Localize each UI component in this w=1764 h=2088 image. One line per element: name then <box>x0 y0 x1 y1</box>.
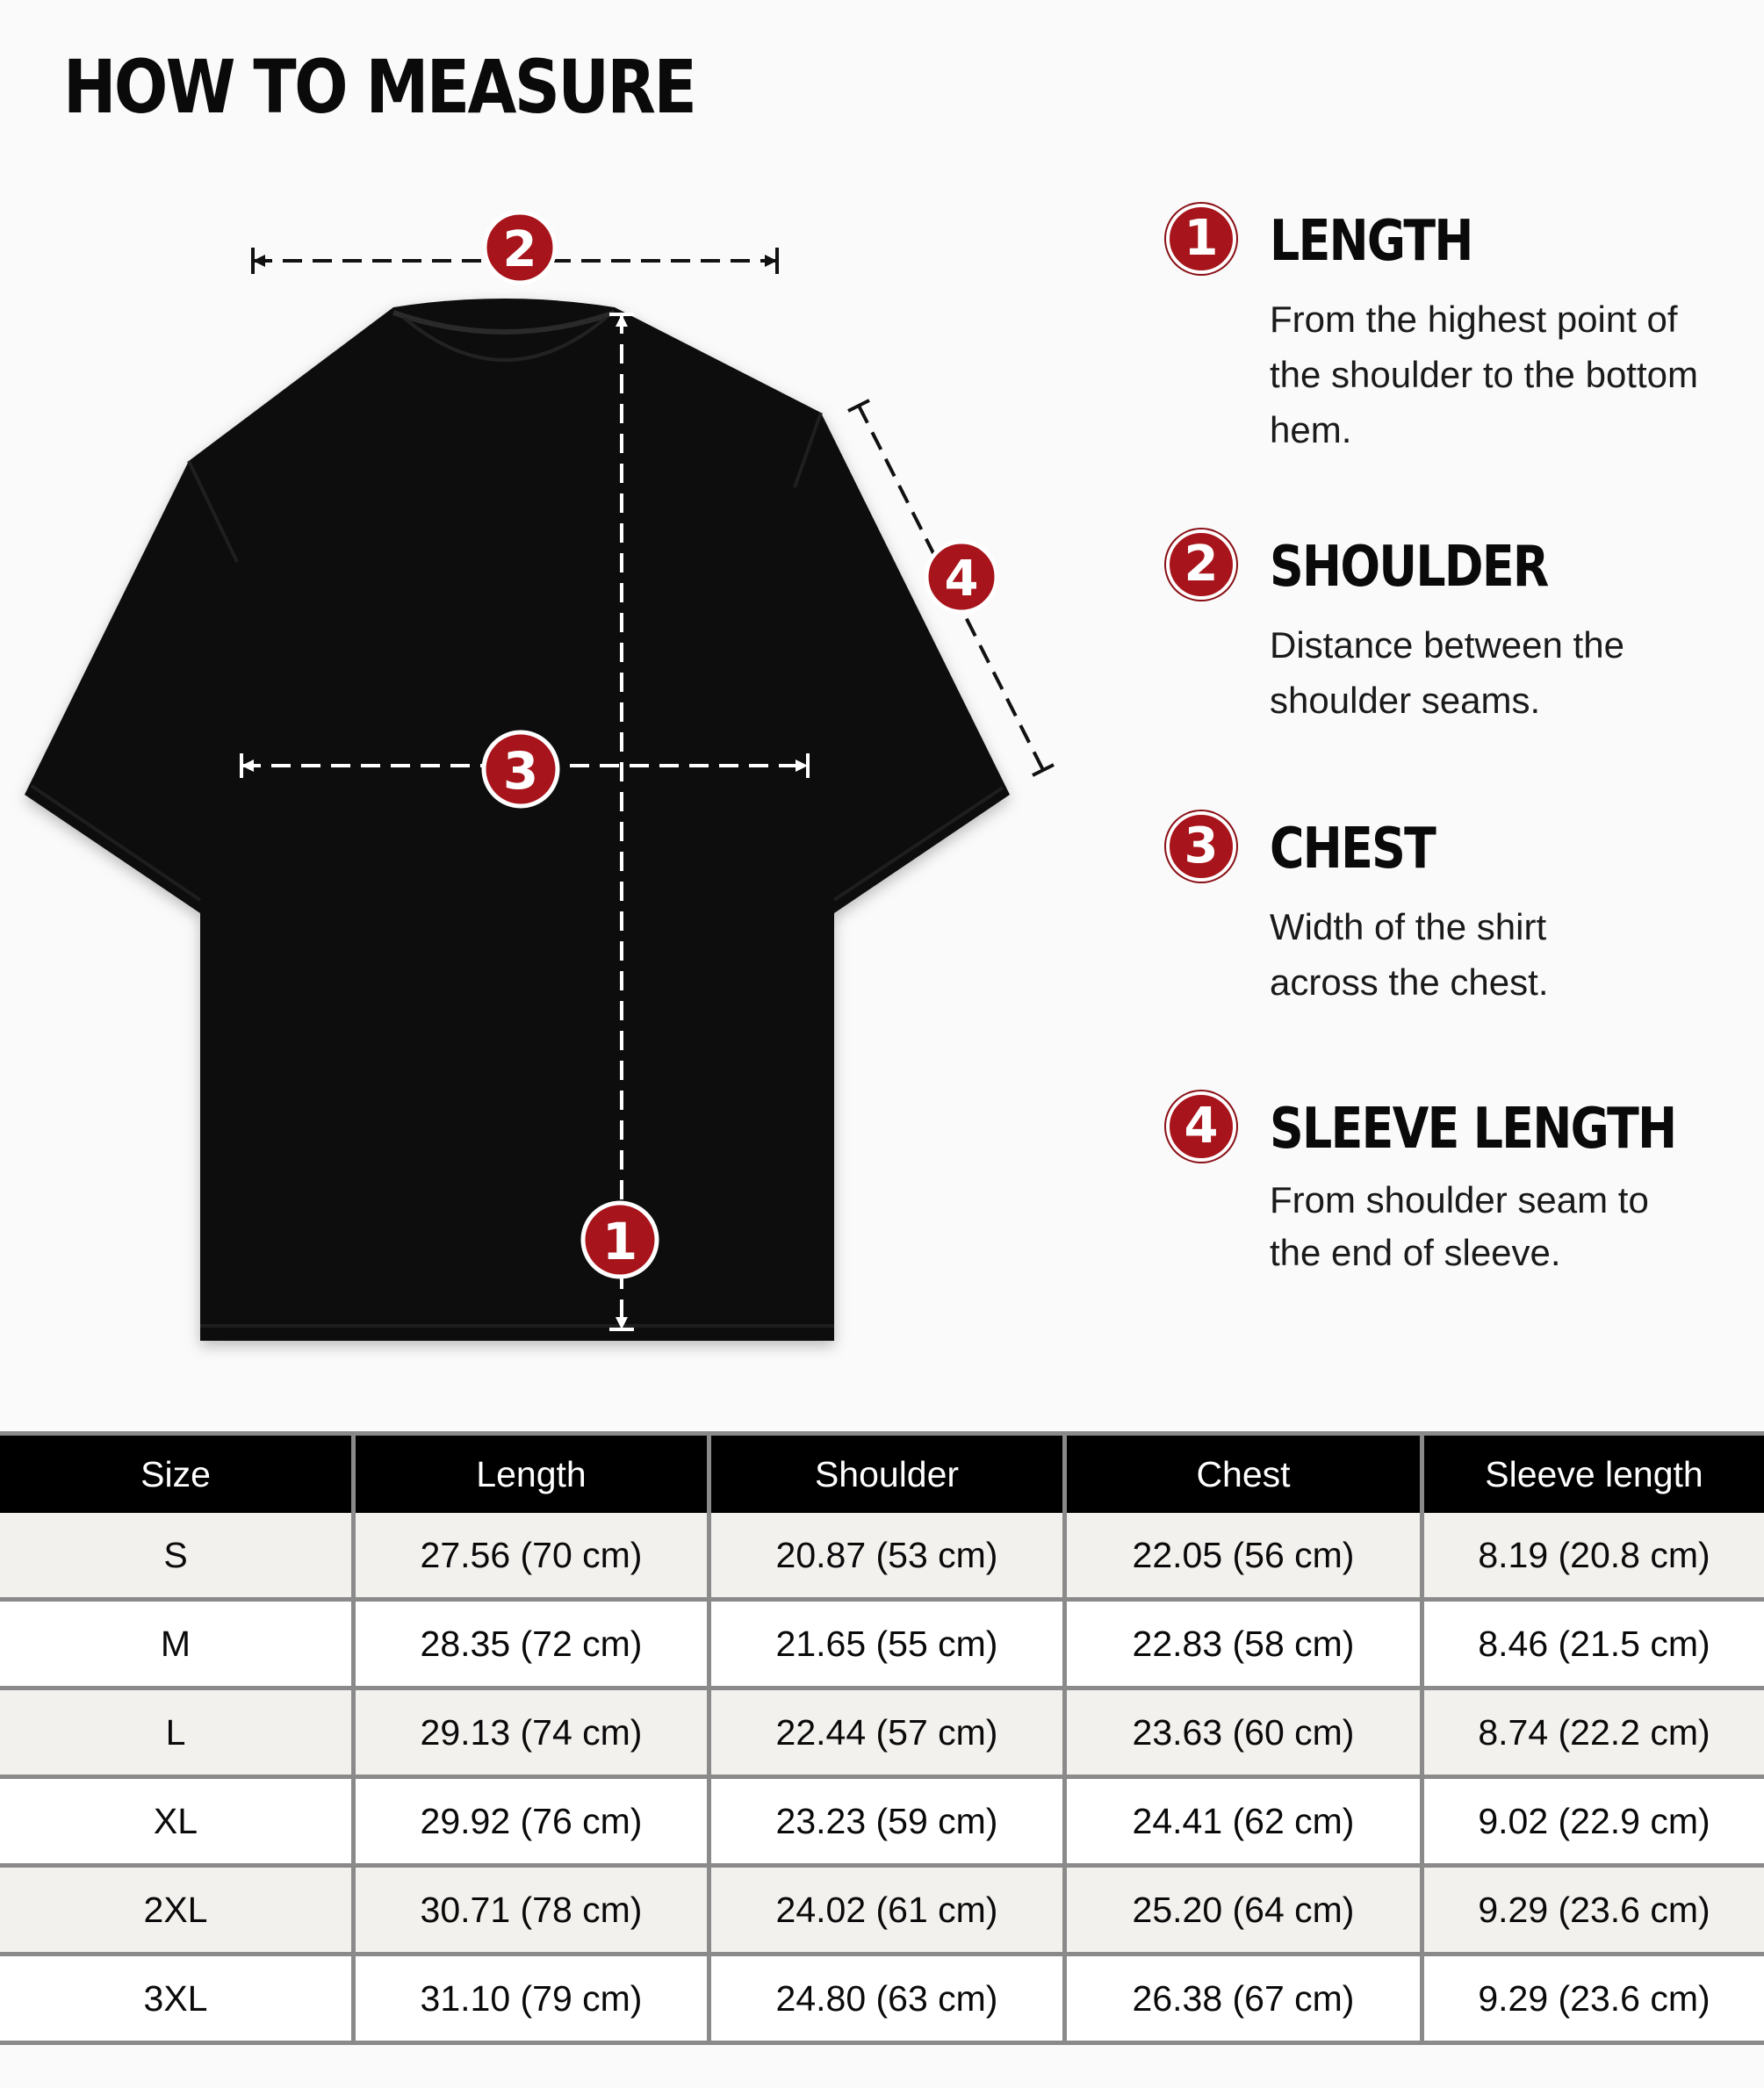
table-cell: 22.44 (57 cm) <box>709 1688 1065 1777</box>
table-cell: 28.35 (72 cm) <box>354 1600 709 1688</box>
table-cell: 20.87 (53 cm) <box>709 1513 1065 1600</box>
table-cell: L <box>0 1688 354 1777</box>
column-header-size: Size <box>0 1434 354 1514</box>
table-cell: 22.83 (58 cm) <box>1065 1600 1422 1688</box>
table-cell: 8.46 (21.5 cm) <box>1422 1600 1764 1688</box>
table-cell: 24.02 (61 cm) <box>709 1866 1065 1955</box>
page-title: HOW TO MEASURE <box>63 44 695 130</box>
table-cell: 26.38 (67 cm) <box>1065 1955 1422 2043</box>
marker-4-label: 4 <box>944 551 979 608</box>
table-cell: 30.71 (78 cm) <box>354 1866 709 1955</box>
legend-heading-chest: CHEST <box>1270 817 1436 882</box>
size-chart-table <box>0 1431 1764 2045</box>
legend-description-chest: Width of the shirt across the chest. <box>1270 906 1549 1003</box>
marker-2-label: 2 <box>502 221 537 278</box>
table-cell: 22.05 (56 cm) <box>1065 1513 1422 1600</box>
column-header-length: Length <box>354 1434 709 1514</box>
tshirt-shape <box>25 299 1010 1341</box>
table-row <box>0 1955 1764 2043</box>
column-header-shoulder: Shoulder <box>709 1434 1065 1514</box>
table-cell: 31.10 (79 cm) <box>354 1955 709 2043</box>
table-cell: 8.19 (20.8 cm) <box>1422 1513 1764 1600</box>
table-cell: 9.02 (22.9 cm) <box>1422 1777 1764 1866</box>
legend-badge-2: 2 <box>1166 529 1236 600</box>
legend-heading-sleeve-length: SLEEVE LENGTH <box>1270 1097 1676 1162</box>
table-cell: 9.29 (23.6 cm) <box>1422 1866 1764 1955</box>
table-cell: 21.65 (55 cm) <box>709 1600 1065 1688</box>
column-header-sleeve-length: Sleeve length <box>1422 1434 1764 1514</box>
table-cell: 25.20 (64 cm) <box>1065 1866 1422 1955</box>
table-cell: 9.29 (23.6 cm) <box>1422 1955 1764 2043</box>
table-cell: XL <box>0 1777 354 1866</box>
table-cell: 2XL <box>0 1866 354 1955</box>
marker-3-label: 3 <box>502 741 539 801</box>
table-cell: 23.63 (60 cm) <box>1065 1688 1422 1777</box>
marker-2 <box>485 212 555 283</box>
legend-description-shoulder: Distance between the shoulder seams. <box>1270 624 1624 721</box>
marker-1-label: 1 <box>601 1212 638 1271</box>
legend-badge-3: 3 <box>1166 811 1236 882</box>
table-header-row <box>0 1434 1764 1514</box>
table-cell: 23.23 (59 cm) <box>709 1777 1065 1866</box>
legend-badge-1: 1 <box>1166 204 1236 274</box>
legend-description-length: From the highest point of the shoulder to the bottom hem. <box>1270 299 1698 450</box>
table-cell: S <box>0 1513 354 1600</box>
table-cell: 29.92 (76 cm) <box>354 1777 709 1866</box>
table-cell: 29.13 (74 cm) <box>354 1688 709 1777</box>
marker-1 <box>583 1203 657 1277</box>
table-cell: 24.41 (62 cm) <box>1065 1777 1422 1866</box>
table-row <box>0 1777 1764 1866</box>
legend-description-sleeve-length: From shoulder seam to the end of sleeve. <box>1270 1179 1649 1273</box>
tshirt-diagram <box>0 176 1089 1370</box>
table-row <box>0 1600 1764 1688</box>
table-row <box>0 1866 1764 1955</box>
legend-heading-shoulder: SHOULDER <box>1270 535 1548 600</box>
marker-3 <box>484 732 558 806</box>
table-row <box>0 1513 1764 1600</box>
legend-badge-4: 4 <box>1166 1091 1236 1162</box>
table-cell: 8.74 (22.2 cm) <box>1422 1688 1764 1777</box>
table-cell: M <box>0 1600 354 1688</box>
table-cell: 27.56 (70 cm) <box>354 1513 709 1600</box>
table-cell: 3XL <box>0 1955 354 2043</box>
table-cell: 24.80 (63 cm) <box>709 1955 1065 2043</box>
legend-heading-length: LENGTH <box>1270 209 1472 274</box>
marker-4 <box>926 542 997 612</box>
table-row <box>0 1688 1764 1777</box>
column-header-chest: Chest <box>1065 1434 1422 1514</box>
